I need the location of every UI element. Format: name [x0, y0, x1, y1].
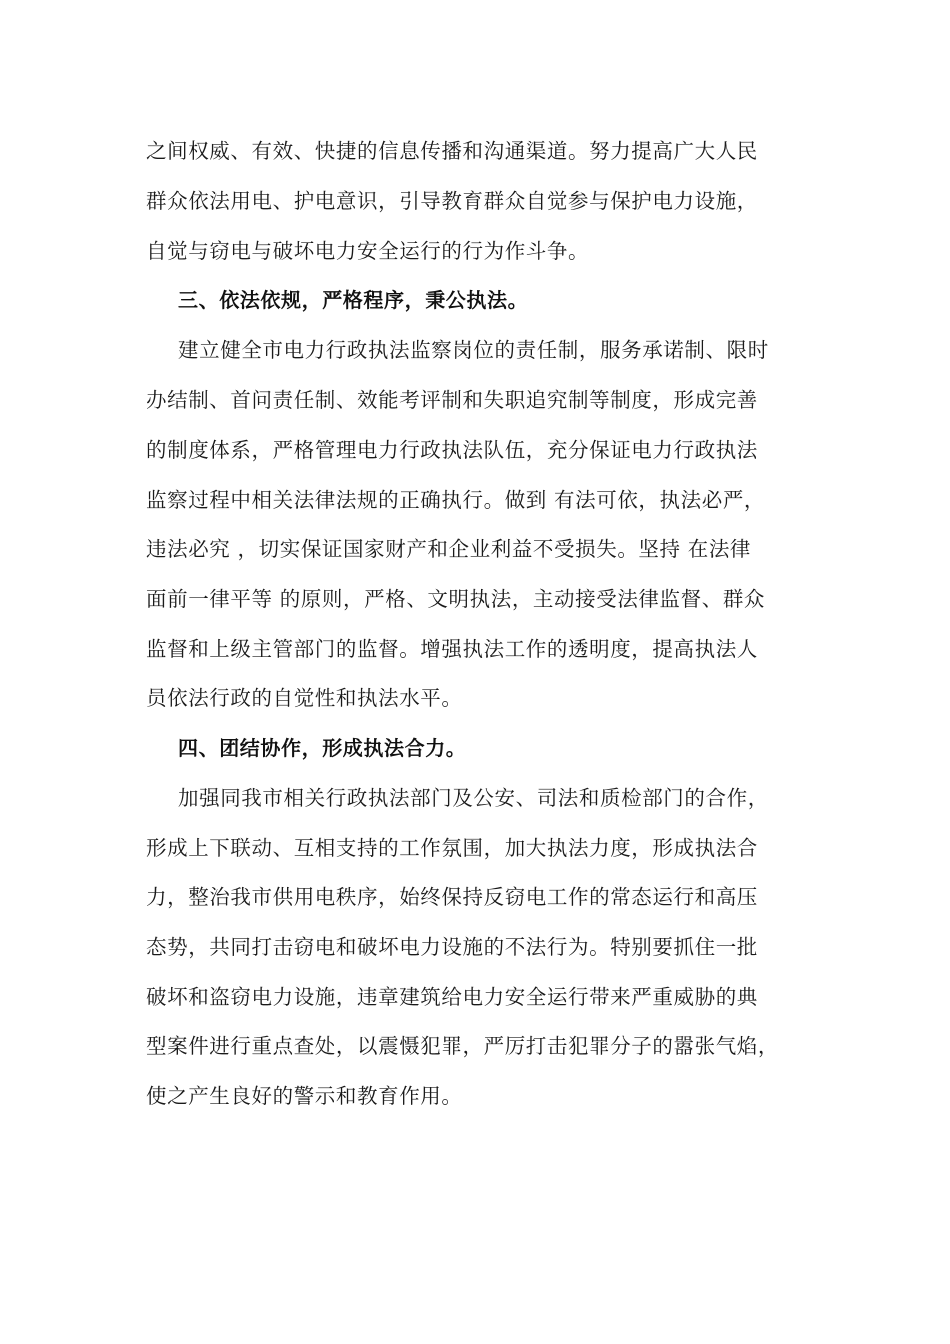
body-text-line: 面前一律平等 的原则，严格、文明执法，主动接受法律监督、群众	[146, 587, 766, 611]
body-text-line: 群众依法用电、护电意识，引导教育群众自觉参与保护电力设施，	[146, 189, 758, 213]
body-text-line: 监督和上级主管部门的监督。增强执法工作的透明度，提高执法人	[146, 637, 758, 661]
body-text-line: 之间权威、有效、快捷的信息传播和沟通渠道。努力提高广大人民	[146, 139, 758, 163]
body-text-line: 破坏和盗窃电力设施，违章建筑给电力安全运行带来严重威胁的典	[146, 985, 758, 1009]
body-text-line: 的制度体系，严格管理电力行政执法队伍，充分保证电力行政执法	[146, 438, 758, 462]
body-text-line: 建立健全市电力行政执法监察岗位的责任制，服务承诺制、限时	[178, 338, 769, 362]
body-text-line: 自觉与窃电与破坏电力安全运行的行为作斗争。	[146, 239, 590, 263]
body-text-line: 力，整治我市供用电秩序，始终保持反窃电工作的常态运行和高压	[146, 885, 758, 909]
section-heading-3: 三、依法依规，严格程序，秉公执法。	[178, 288, 529, 312]
body-text-line: 加强同我市相关行政执法部门及公安、司法和质检部门的合作，	[178, 786, 769, 810]
body-text-line: 办结制、首问责任制、效能考评制和失职追究制等制度，形成完善	[146, 388, 758, 412]
section-heading-4: 四、团结协作，形成执法合力。	[178, 736, 467, 760]
body-text-line: 型案件进行重点查处，以震慑犯罪，严厉打击犯罪分子的嚣张气焰，	[146, 1034, 779, 1058]
body-text-line: 监察过程中相关法律法规的正确执行。做到 有法可依，执法必严，	[146, 488, 766, 512]
body-text-line: 使之产生良好的警示和教育作用。	[146, 1084, 463, 1108]
body-text-line: 违法必究 ，切实保证国家财产和企业利益不受损失。坚持 在法律	[146, 537, 752, 561]
body-text-line: 员依法行政的自觉性和执法水平。	[146, 686, 463, 710]
body-text-line: 形成上下联动、互相支持的工作氛围，加大执法力度，形成执法合	[146, 836, 758, 860]
body-text-line: 态势，共同打击窃电和破坏电力设施的不法行为。特别要抓住一批	[146, 935, 758, 959]
